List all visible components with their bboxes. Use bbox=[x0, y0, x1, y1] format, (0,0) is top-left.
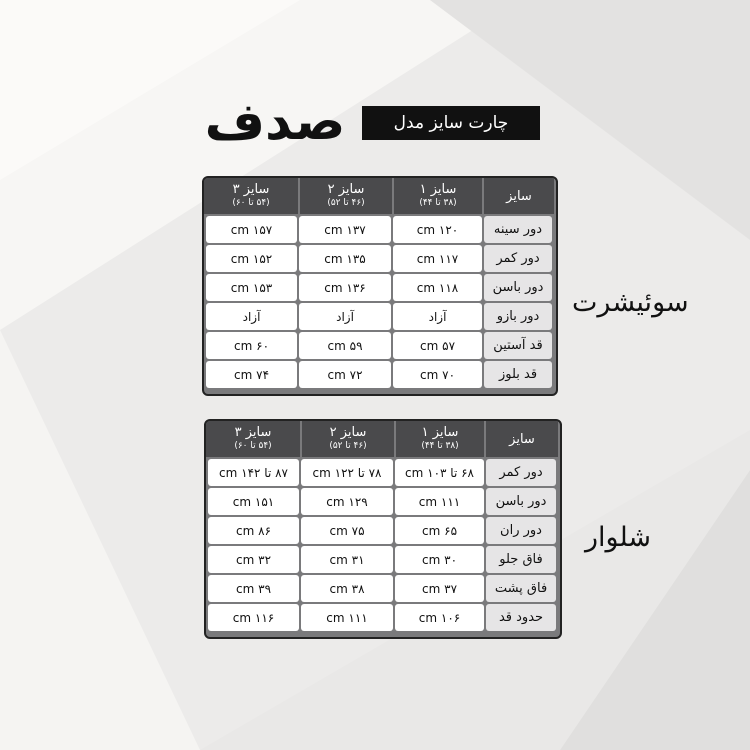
size-value: ۸۶ cm bbox=[208, 517, 299, 544]
size-value: ۱۵۲ cm bbox=[206, 245, 297, 272]
size-value: ۳۷ cm bbox=[395, 575, 484, 602]
size-value: ۱۵۱ cm bbox=[208, 488, 299, 515]
size-value: ۶۵ cm bbox=[395, 517, 484, 544]
size-range: (۴۶ تا ۵۲) bbox=[329, 441, 367, 452]
size-header bbox=[396, 421, 484, 457]
size-title: سایز ۱ bbox=[419, 182, 457, 198]
section-label-pants: شلوار bbox=[585, 522, 652, 553]
size-value: ۱۳۶ cm bbox=[299, 274, 391, 301]
size-header bbox=[300, 178, 392, 214]
size-value: ۷۲ cm bbox=[299, 361, 391, 388]
measure-label: فاق پشت bbox=[486, 575, 556, 602]
size-value: ۱۰۶ cm bbox=[395, 604, 484, 631]
size-range: (۵۴ تا ۶۰) bbox=[234, 441, 272, 452]
size-value: ۵۷ cm bbox=[393, 332, 482, 359]
size-value: ۳۸ cm bbox=[301, 575, 393, 602]
measure-label: دور کمر bbox=[484, 245, 552, 272]
size-header bbox=[394, 178, 482, 214]
size-value: آزاد bbox=[299, 303, 391, 330]
size-title: سایز ۳ bbox=[232, 182, 270, 198]
size-value: آزاد bbox=[206, 303, 297, 330]
size-value: ۱۱۶ cm bbox=[208, 604, 299, 631]
table-row bbox=[204, 274, 556, 301]
table-row bbox=[206, 517, 560, 544]
measure-label: دور کمر bbox=[486, 459, 556, 486]
measure-label: فاق جلو bbox=[486, 546, 556, 573]
size-value: ۵۹ cm bbox=[299, 332, 391, 359]
size-value: آزاد bbox=[393, 303, 482, 330]
size-value: ۱۵۷ cm bbox=[206, 216, 297, 243]
size-value: ۳۲ cm bbox=[208, 546, 299, 573]
size-value: ۷۸ تا ۱۲۲ cm bbox=[301, 459, 393, 486]
measure-label: دور باسن bbox=[484, 274, 552, 301]
size-value: ۷۴ cm bbox=[206, 361, 297, 388]
size-header bbox=[206, 421, 300, 457]
size-value: ۱۵۳ cm bbox=[206, 274, 297, 301]
table-row bbox=[204, 303, 556, 330]
size-table-sweatshirt bbox=[202, 176, 558, 396]
size-value: ۸۷ تا ۱۴۲ cm bbox=[208, 459, 299, 486]
size-value: ۱۱۸ cm bbox=[393, 274, 482, 301]
size-value: ۷۰ cm bbox=[393, 361, 482, 388]
size-header bbox=[204, 178, 298, 214]
measure-label: دور ران bbox=[486, 517, 556, 544]
size-value: ۶۸ تا ۱۰۳ cm bbox=[395, 459, 484, 486]
size-value: ۳۱ cm bbox=[301, 546, 393, 573]
measure-label: دور بازو bbox=[484, 303, 552, 330]
size-value: ۱۲۹ cm bbox=[301, 488, 393, 515]
size-title: سایز ۲ bbox=[327, 182, 365, 198]
measure-label: حدود قد bbox=[486, 604, 556, 631]
corner-cell: سایز bbox=[486, 421, 558, 457]
table-row bbox=[204, 361, 556, 388]
size-value: ۱۲۰ cm bbox=[393, 216, 482, 243]
measure-label: قد آستین bbox=[484, 332, 552, 359]
size-value: ۱۱۷ cm bbox=[393, 245, 482, 272]
size-value: ۱۳۵ cm bbox=[299, 245, 391, 272]
size-table-pants bbox=[204, 419, 562, 639]
size-title: سایز ۲ bbox=[329, 425, 367, 441]
size-title: سایز ۱ bbox=[421, 425, 459, 441]
table-header-row bbox=[204, 178, 556, 214]
size-value: ۷۵ cm bbox=[301, 517, 393, 544]
measure-label: قد بلوز bbox=[484, 361, 552, 388]
size-range: (۳۸ تا ۴۴) bbox=[419, 198, 457, 209]
table-row bbox=[204, 332, 556, 359]
table-row bbox=[204, 216, 556, 243]
table-header-row bbox=[206, 421, 560, 457]
table-row bbox=[206, 546, 560, 573]
size-range: (۵۴ تا ۶۰) bbox=[232, 198, 270, 209]
size-value: ۳۹ cm bbox=[208, 575, 299, 602]
size-range: (۴۶ تا ۵۲) bbox=[327, 198, 365, 209]
section-label-sweatshirt: سوئیشرت bbox=[572, 287, 689, 318]
size-header bbox=[302, 421, 394, 457]
size-value: ۱۳۷ cm bbox=[299, 216, 391, 243]
table-row bbox=[206, 488, 560, 515]
measure-label: دور سینه bbox=[484, 216, 552, 243]
brand-title: صدف bbox=[204, 92, 346, 152]
table-row bbox=[206, 604, 560, 631]
table-row bbox=[206, 575, 560, 602]
table-row bbox=[204, 245, 556, 272]
size-value: ۱۱۱ cm bbox=[301, 604, 393, 631]
size-title: سایز ۳ bbox=[234, 425, 272, 441]
corner-cell: سایز bbox=[484, 178, 554, 214]
size-value: ۳۰ cm bbox=[395, 546, 484, 573]
table-row bbox=[206, 459, 560, 486]
size-range: (۳۸ تا ۴۴) bbox=[421, 441, 459, 452]
measure-label: دور باسن bbox=[486, 488, 556, 515]
size-value: ۶۰ cm bbox=[206, 332, 297, 359]
chart-label: چارت سایز مدل bbox=[362, 106, 540, 140]
size-value: ۱۱۱ cm bbox=[395, 488, 484, 515]
